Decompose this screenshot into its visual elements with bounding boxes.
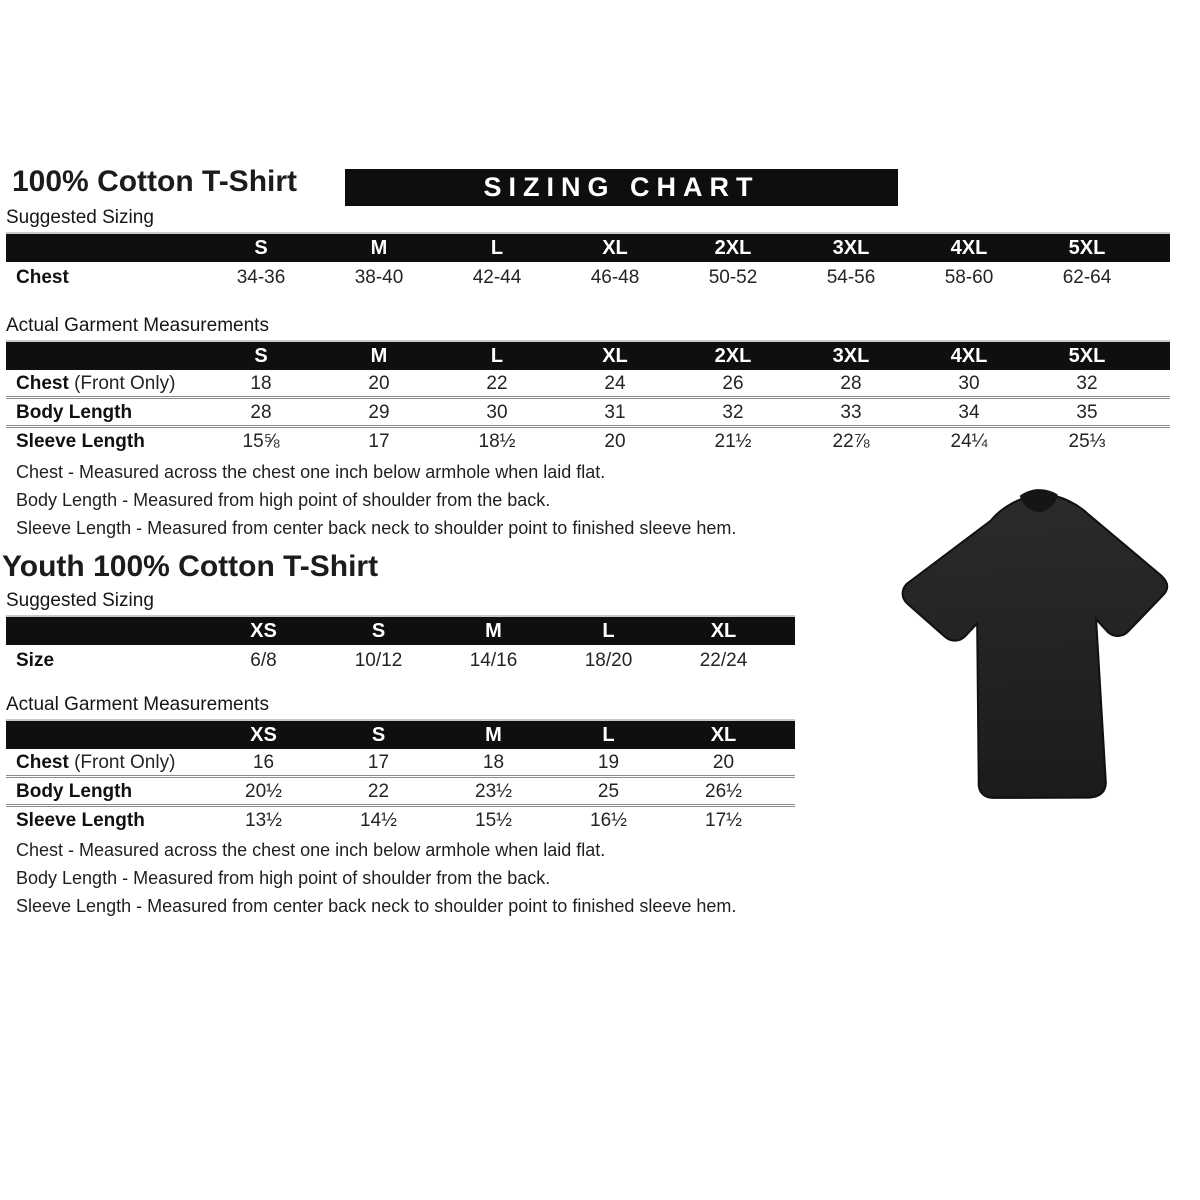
- table-row: [6, 262, 1170, 293]
- col-header: XS: [250, 724, 277, 746]
- youth-actual-measurements-label: Actual Garment Measurements: [6, 694, 269, 715]
- cell: 18/20: [584, 650, 633, 671]
- cell: 24: [604, 372, 626, 394]
- col-header: XL: [710, 620, 737, 642]
- col-header: M: [485, 724, 502, 746]
- adult-suggested-sizing-table: [6, 232, 1170, 293]
- cell: 18: [482, 751, 505, 773]
- table-header-row: [6, 721, 795, 749]
- cell: 29: [368, 401, 390, 423]
- note-line: Body Length - Measured from high point of shoulder from the back.: [16, 868, 551, 888]
- col-header: L: [602, 620, 615, 642]
- col-header: 4XL: [950, 345, 988, 367]
- cell: 10/12: [354, 650, 403, 671]
- cell: 20½: [245, 780, 282, 802]
- cell: 15⅝: [242, 430, 280, 452]
- table-row: [6, 396, 1170, 425]
- note-line: Body Length - Measured from high point of shoulder from the back.: [16, 490, 551, 510]
- table-header-row: [6, 617, 795, 645]
- adult-section-heading: 100% Cotton T-Shirt: [12, 165, 298, 198]
- youth-suggested-sizing-label: Suggested Sizing: [6, 590, 154, 611]
- cell: 14½: [360, 809, 397, 831]
- cell: 16: [252, 751, 275, 773]
- table-row: [6, 804, 795, 833]
- cell: 26: [722, 372, 744, 394]
- col-header: L: [602, 724, 615, 746]
- col-header: 5XL: [1068, 237, 1106, 259]
- table-row: [6, 645, 795, 676]
- cell: 30: [958, 372, 980, 394]
- table-row: [6, 749, 795, 775]
- col-header: 3XL: [832, 345, 870, 367]
- cell: 22: [486, 372, 508, 394]
- cell: 22/24: [699, 650, 748, 671]
- youth-suggested-sizing-table: [6, 615, 795, 676]
- cell: 24¼: [950, 430, 988, 452]
- cell: 38-40: [354, 267, 404, 288]
- cell: 19: [597, 751, 620, 773]
- row-label: Chest (Front Only): [16, 751, 176, 773]
- row-label: Body Length: [16, 401, 133, 423]
- cell: 42-44: [472, 267, 522, 288]
- cell: 34-36: [236, 267, 286, 288]
- cell: 21½: [714, 430, 752, 452]
- col-header: XL: [602, 237, 628, 259]
- col-header: XL: [602, 345, 628, 367]
- col-header: M: [485, 620, 502, 642]
- col-header: M: [370, 345, 388, 367]
- adult-actual-measurements-label: Actual Garment Measurements: [6, 315, 269, 336]
- table-row: [6, 370, 1170, 396]
- row-label: Chest: [16, 267, 69, 288]
- row-label: Body Length: [16, 780, 133, 802]
- col-header: 3XL: [832, 237, 870, 259]
- cell: 58-60: [944, 267, 994, 288]
- cell: 20: [604, 430, 626, 452]
- cell: 18: [250, 372, 272, 394]
- col-header: 2XL: [714, 237, 752, 259]
- row-label: Sleeve Length: [16, 809, 145, 831]
- cell: 46-48: [590, 267, 640, 288]
- cell: 25: [597, 780, 620, 802]
- cell: 32: [1076, 372, 1098, 394]
- adult-actual-measurements-table: [6, 340, 1170, 454]
- col-header: XL: [710, 724, 737, 746]
- note-line: Chest - Measured across the chest one inch below armhole when laid flat.: [16, 840, 606, 860]
- col-header: 4XL: [950, 237, 988, 259]
- cell: 54-56: [826, 267, 876, 288]
- adult-measurement-notes: [16, 458, 736, 542]
- cell: 50-52: [708, 267, 758, 288]
- col-header: XS: [250, 620, 277, 642]
- col-header: L: [490, 237, 504, 259]
- cell: 33: [840, 401, 862, 423]
- tshirt-product-image: [892, 487, 1200, 805]
- col-header: M: [370, 237, 388, 259]
- col-header: 2XL: [714, 345, 752, 367]
- sizing-chart-banner: [345, 169, 898, 206]
- cell: 28: [840, 372, 862, 394]
- col-header: S: [254, 345, 268, 367]
- cell: 30: [486, 401, 508, 423]
- adult-suggested-sizing-label: Suggested Sizing: [6, 207, 154, 228]
- cell: 31: [604, 401, 626, 423]
- cell: 16½: [590, 809, 627, 831]
- cell: 35: [1076, 401, 1098, 423]
- cell: 28: [250, 401, 272, 423]
- cell: 14/16: [469, 650, 518, 671]
- cell: 20: [712, 751, 735, 773]
- cell: 13½: [245, 809, 282, 831]
- cell: 6/8: [250, 650, 277, 671]
- col-header: L: [490, 345, 504, 367]
- tshirt-silhouette: [899, 487, 1174, 804]
- cell: 17: [367, 751, 390, 773]
- row-label: Size: [16, 650, 55, 671]
- col-header: S: [254, 237, 268, 259]
- cell: 32: [722, 401, 744, 423]
- table-header-row: [6, 342, 1170, 370]
- col-header: S: [371, 620, 386, 642]
- col-header: S: [371, 724, 386, 746]
- cell: 17: [368, 430, 390, 452]
- cell: 20: [368, 372, 390, 394]
- cell: 17½: [705, 809, 742, 831]
- cell: 62-64: [1062, 267, 1112, 288]
- col-header: 5XL: [1068, 345, 1106, 367]
- table-row: [6, 425, 1170, 454]
- cell: 15½: [475, 809, 512, 831]
- youth-actual-measurements-table: [6, 719, 795, 833]
- cell: 18½: [478, 430, 516, 452]
- youth-measurement-notes: [16, 836, 736, 920]
- table-row: [6, 775, 795, 804]
- cell: 22: [367, 780, 390, 802]
- cell: 22⅞: [832, 430, 870, 452]
- note-line: Chest - Measured across the chest one inch below armhole when laid flat.: [16, 462, 606, 482]
- row-label: Chest (Front Only): [16, 372, 176, 394]
- cell: 26½: [705, 780, 742, 802]
- row-label: Sleeve Length: [16, 430, 145, 452]
- table-header-row: [6, 234, 1170, 262]
- sizing-chart-banner-title: SIZING CHART: [483, 172, 760, 202]
- cell: 23½: [475, 780, 512, 802]
- cell: 34: [958, 401, 980, 423]
- note-line: Sleeve Length - Measured from center back neck to shoulder point to finished sleeve hem.: [16, 896, 737, 916]
- cell: 25⅓: [1068, 430, 1106, 452]
- youth-section-heading: Youth 100% Cotton T-Shirt: [2, 550, 379, 583]
- note-line: Sleeve Length - Measured from center back neck to shoulder point to finished sleeve hem.: [16, 518, 737, 538]
